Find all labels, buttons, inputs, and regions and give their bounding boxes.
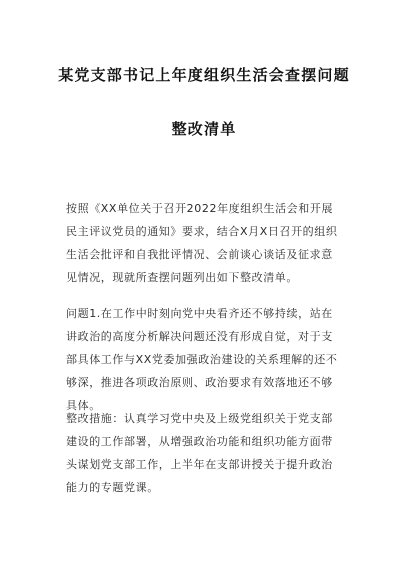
problem-paragraph: 问题1.在工作中时刻向党中央看齐还不够持续，站在讲政治的高度分析解决问题还没有形成自觉，对于支部具体工作与XX党委加强政治建设的关系理解的还不够深，推进各项政治原则、政治要求有效落地还不够具体。 <box>66 307 338 412</box>
document-title-line-1: 某党支部书记上年度组织生活会查摆问题 <box>58 66 350 84</box>
document-title-line-2: 整改清单 <box>171 120 237 138</box>
measures-paragraph: 整改措施：认真学习党中央及上级党组织关于党支部建设的工作部署，从增强政治功能和组织功能方面带头谋划党支部工作，上半年在支部讲授关于提升政治能力的专题党课。 <box>66 412 333 494</box>
intro-paragraph: 按照《XX单位关于召开2022年度组织生活会和开展民主评议党员的通知》要求，结合X月X日召开的组织生活会批评和自我批评情况、会前谈心谈话及征求意见情况，现就所查摆问题列出如下整改清单。 <box>66 202 338 284</box>
